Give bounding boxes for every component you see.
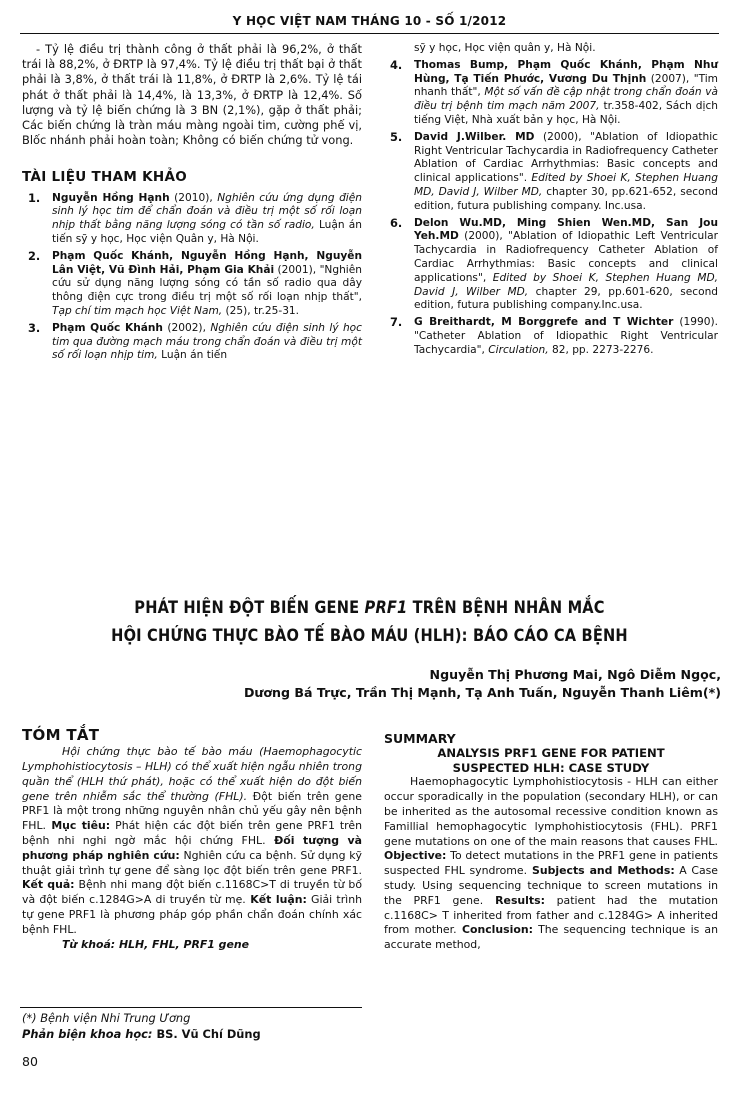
reference-item: 6. Delon Wu.MD, Ming Shien Wen.MD, San Jou Yeh.MD (2000), "Ablation of Idiopathic Left Ventricular Tachycardia in Radiofrequency Catheter Ablation of Cardiac Arrhythmias: Basic concepts and clinical applications", Edited by Shoei K, Stephen Huang MD, David J, Wilber MD, chapter 29, pp.601-620, second edition, futura publishing company.Inc.usa. [390,215,719,312]
reference-item: 1. Nguyễn Hồng Hạnh (2010), Nghiên cứu ứng dụng điện sinh lý học tim để chẩn đoán và điều trị một số rối loạn nhịp thất bằng năng lượng sóng có tần số radio, Luận án tiến sỹ y học, Học viện Quân y, Hà Nội. [28,190,363,246]
footnote [22,1010,261,1042]
article-title-line-2: HỘI CHỨNG THỰC BÀO TẾ BÀO MÁU (HLH): BÁO CÁO CA BỆNH [111,626,628,646]
reference-item: 2. Phạm Quốc Khánh, Nguyễn Hồng Hạnh, Nguyễn Lân Việt, Vũ Đình Hải, Phạm Gia Khải (2001), "Nghiên cứu sử dụng năng lượng sóng có tần số radio qua dây thông điện cực trong điều trị một số rối loạn nhịp thất", Tạp chí tim mạch học Việt Nam, (25), tr.25-31. [28,248,362,317]
article-title-line-1: PHÁT HIỆN ĐỘT BIẾN GENE PRF1 TRÊN BỆNH NHÂN MẮC [134,598,605,618]
summary-body: Haemophagocytic Lymphohistiocytosis - HLH can either occur sporadically in the population (secondary HLH), or can be inherited as the autosomal recessive condition known as Famillial hemophagocytic lymphohistiocytosis (FHL). PRF1 gene mutations on one of the main reasons that causes FHL. Objective: To detect mutations in the PRF1 gene in patients suspected FHL syndrome. Subjects and Methods: A Case study. Using sequencing technique to screen mutations in the PRF1 gene. Results: patient had the mutation c.1168C> T inherited from father and c.1284G> A inherited from mother. Conclusion: The sequencing technique is an accurate method, [384,775,718,952]
authors-line-2: Dương Bá Trực, Trần Thị Mạnh, Tạ Anh Tuấn, Nguyễn Thanh Liêm(*) [243,685,721,700]
authors-line-1: Nguyễn Thị Phương Mai, Ngô Diễm Ngọc, [429,667,721,682]
tom-tat-body: Hội chứng thực bào tế bào máu (Haemophagocytic Lymphohistiocytosis – HLH) có thể xuất hiện ngẫu nhiên trong quần thể (HLH thứ phát), hoặc có thể xuất hiện do đột biến gene trên nhiễm sắc thể thường (FHL). Đột biến trên gene PRF1 là một trong những nguyên nhân chủ yếu gây nên bệnh FHL. Mục tiêu: Phát hiện các đột biến trên gene PRF1 trên bệnh nhi nghi ngờ mắc hội chứng FHL. Đối tượng và phương pháp nghiên cứu: Nghiên cứu ca bệnh. Sử dụng kỹ thuật giải trình tự gene để sàng lọc đột biến trên gene PRF1. Kết quả: Bệnh nhi mang đột biến c.1168C>T di truyền từ bố và đột biến c.1284G>A di truyền từ mẹ. Kết luận: Giải trình tự gene PRF1 là phương pháp góp phần chẩn đoán chính xác bệnh FHL. [22,745,363,936]
results-paragraph: - Tỷ lệ điều trị thành công ở thất phải là 96,2%, ở thất trái là 88,2%, ở ĐRTP là 97,4%. Tỷ lệ điều trị thất bại ở thất phải là 3,8%, ở thất trái là 11,8%, ở ĐRTP là 2,6%. Tỷ lệ tái phát ở thất phải là 14,4%, là 13,3%, ở ĐRTP là 12,4%. Số lượng và tỷ lệ biến chứng là 3 BN (2,1%), gặp ở thất phải; Các biến chứng là tràn máu màng ngoài tim, cường phế vị, Blốc nhánh phải hoàn toàn; Không có biến chứng tử vong. [22,42,362,148]
summary-section [384,731,718,953]
reference-item: 3. Phạm Quốc Khánh (2002), Nghiên cứu điện sinh lý học tim qua đường mạch máu trong chẩn đoán và điều trị một số rối loạn nhịp tim, Luận án tiến [28,320,362,362]
reference-item: 7. G Breithardt, M Borggrefe and T Wichter (1990). "Catheter Ablation of Idiopathic Right Ventricular Tachycardia", Circulation, 82, pp. 2273-2276. [390,315,718,356]
references-heading: TÀI LIỆU THAM KHẢO [22,169,188,186]
page-number: 80 [22,1054,38,1069]
reference-item-continued: sỹ y học, Học viện quân y, Hà Nội. [414,42,596,54]
gene-name: PRF1 [364,598,408,618]
summary-heading: SUMMARY [384,731,456,746]
footnote-rule [20,1007,362,1008]
reference-item: 4. Thomas Bump, Phạm Quốc Khánh, Phạm Như Hùng, Tạ Tiến Phước, Vương Du Thịnh (2007), "Tim nhanh thất", Một số vấn đề cập nhật trong chẩn đoán và điều trị bệnh tim mạch năm 2007, tr.358-402, Sách dịch tiếng Việt, Nhà xuất bản y học, Hà Nội. [390,57,718,126]
tom-tat-heading: TÓM TẮT [22,726,100,744]
references-list-right [384,42,718,358]
authors [244,666,721,702]
left-column-top [22,42,362,366]
summary-title-line-2: SUSPECTED HLH: CASE STUDY [452,760,650,775]
affiliation: (*) Bệnh viện Nhi Trung Ương [22,1011,191,1025]
summary-title-line-1: ANALYSIS PRF1 GENE FOR PATIENT [437,746,665,761]
keywords: Từ khoá: HLH, FHL, PRF1 gene [62,937,249,951]
running-header: Y HỌC VIỆT NAM THÁNG 10 - SỐ 1/2012 [232,14,507,28]
references-list-left [22,192,362,364]
reviewer: Phản biện khoa học: BS. Vũ Chí Dũng [22,1027,261,1041]
right-column-top [384,42,718,361]
header-rule [20,33,719,34]
tom-tat-section [22,728,362,952]
reference-item: 5. David J.Wilber. MD (2000), "Ablation of Idiopathic Right Ventricular Tachycardia in Radiofrequency Catheter Ablation of Cardiac Arrhythmias: Basic concepts and clinical applications". Edited by Shoei K, Stephen Huang MD, David J, Wilber MD, chapter 30, pp.621-652, second edition, futura publishing company. Inc.usa. [390,129,719,212]
